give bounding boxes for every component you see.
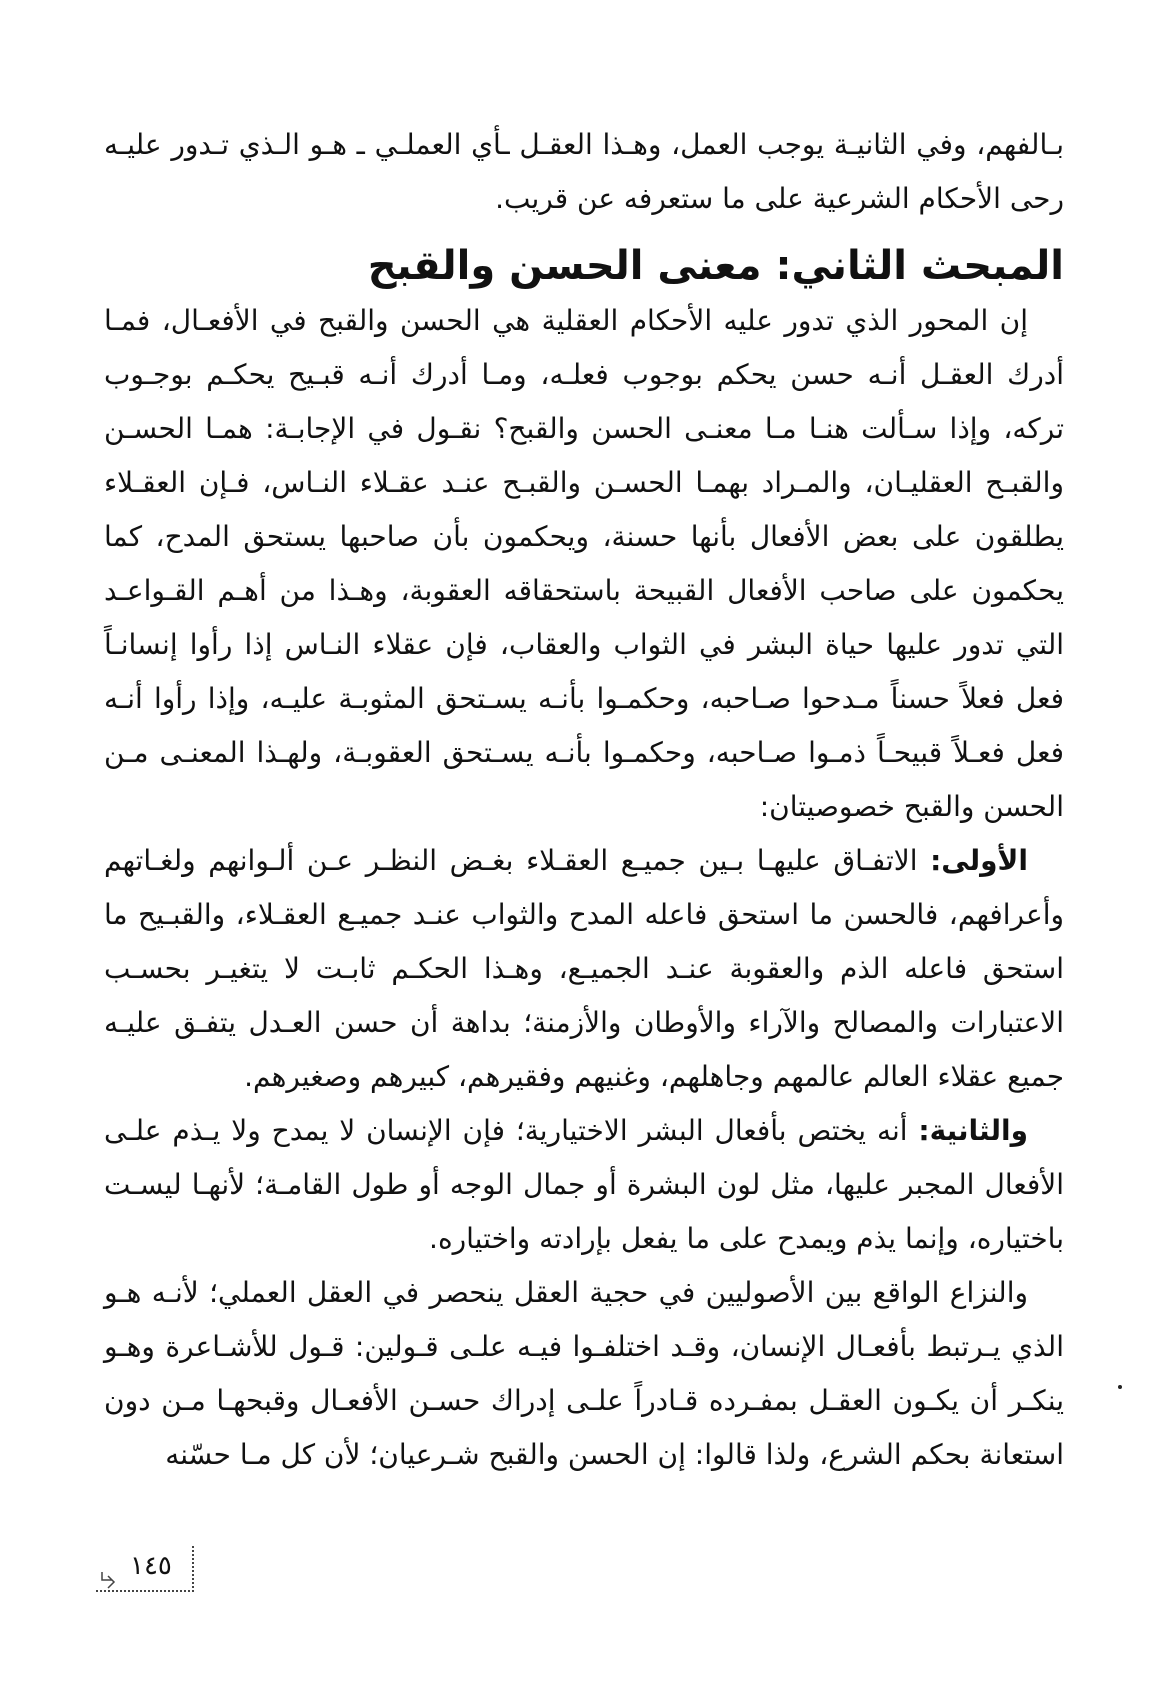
main-paragraph: إن المحور الذي تدور عليه الأحكام العقلية هي الحسن والقبح في الأفعـال، فمـا أدرك العقـل أنـه حسن يحكم بوجوب فعلـه، ومـا أدرك أنـه قبـيح يحكـم بوجـوب تركه، وإذا سـألت هنـا مـا معنـى الحسن والقبح؟ نقـول في الإجابـة: همـا الحسـن والقبـح العقليـان، والمـراد بهمـا الحسـن والقبـح عنـد عقـلاء النـاس، فـإن العقـلاء يطلقون على بعض الأفعال بأنها حسنة، ويحكمون بأن صاحبها يستحق المدح، كما يحكمون على صاحب الأفعال القبيحة باستحقاقه العقوبة، وهـذا من أهـم القـواعـد التي تدور عليها حياة البشر في الثواب والعقاب، فإن عقلاء النـاس إذا رأوا إنسانـاً فعل فعلاً حسناً مـدحوا صـاحبه، وحكمـوا بأنـه يسـتحق المثوبـة عليـه، وإذا رأوا أنـه فعل فعـلاً قبيحـاً ذمـوا صـاحبه، وحكمـوا بأنـه يسـتحق العقوبـة، ولهـذا المعنـى مـن الحسن والقبح خصوصيتان: [104,304,1064,823]
corner-arrow-icon [100,1570,126,1590]
heading-sub: معنى الحسن والقبح [367,243,762,289]
intro-paragraph: بـالفهم، وفي الثانيـة يوجب العمل، وهـذا العقـل ـأي العملـي ـ هـو الـذي تـدور عليـه رحى الأحكام الشرعية على ما ستعرفه عن قريب. [104,128,1064,215]
heading-main: المبحث الثاني [791,243,1064,289]
first-point-paragraph [104,834,1064,1104]
section-heading [104,236,1064,296]
stray-dot-mark [1118,1385,1122,1389]
second-point-paragraph [104,1104,1064,1266]
second-point-label: والثانية: [918,1114,1028,1147]
first-point-text: الاتفـاق عليهـا بـين جميـع العقـلاء بغـض النظـر عـن ألـوانهم ولغـاتهم وأعرافهم، فالحسن ما استحق فاعله المدح والثواب عنـد جميـع العقـلاء، والقبـيح ما استحق فاعله الذم والعقوبة عنـد الجميـع، وهـذا الحكـم ثابـت لا يتغيـر بحسـب الاعتبارات والمصالح والآراء والأوطان والأزمنة؛ بداهة أن حسن العـدل يتفـق عليـه جميع عقلاء العالم عالمهم وجاهلهم، وغنيهم وفقيرهم، كبيرهم وصغيرهم. [104,844,1064,1093]
intro-paragraph-block [104,118,1064,226]
last-paragraph: والنزاع الواقع بين الأصوليين في حجية العقل ينحصر في العقل العملي؛ لأنـه هـو الذي يـرتبط بأفعـال الإنسان، وقـد اختلفـوا فيـه علـى قـولين: قـول للأشـاعرة وهـو ينكـر أن يكـون العقـل بمفـرده قـادراً علـى إدراك حسـن الأفعـال وقبحهـا مـن دون استعانة بحكم الشرع، ولذا قالوا: إن الحسن والقبح شـرعيان؛ لأن كل مـا حسّنه [104,1276,1064,1471]
body-text-block [104,294,1064,1482]
first-point-label: الأولى: [930,844,1028,877]
second-point-text: أنه يختص بأفعال البشر الاختيارية؛ فإن الإنسان لا يمدح ولا يـذم علـى الأفعال المجبر عليها، مثل لون البشرة أو جمال الوجه أو طول القامـة؛ لأنهـا ليسـت باختياره، وإنما يذم ويمدح على ما يفعل بإرادته واختياره. [104,1114,1064,1255]
page-number: ١٤٥ [130,1551,172,1581]
heading-separator: : [775,243,792,289]
